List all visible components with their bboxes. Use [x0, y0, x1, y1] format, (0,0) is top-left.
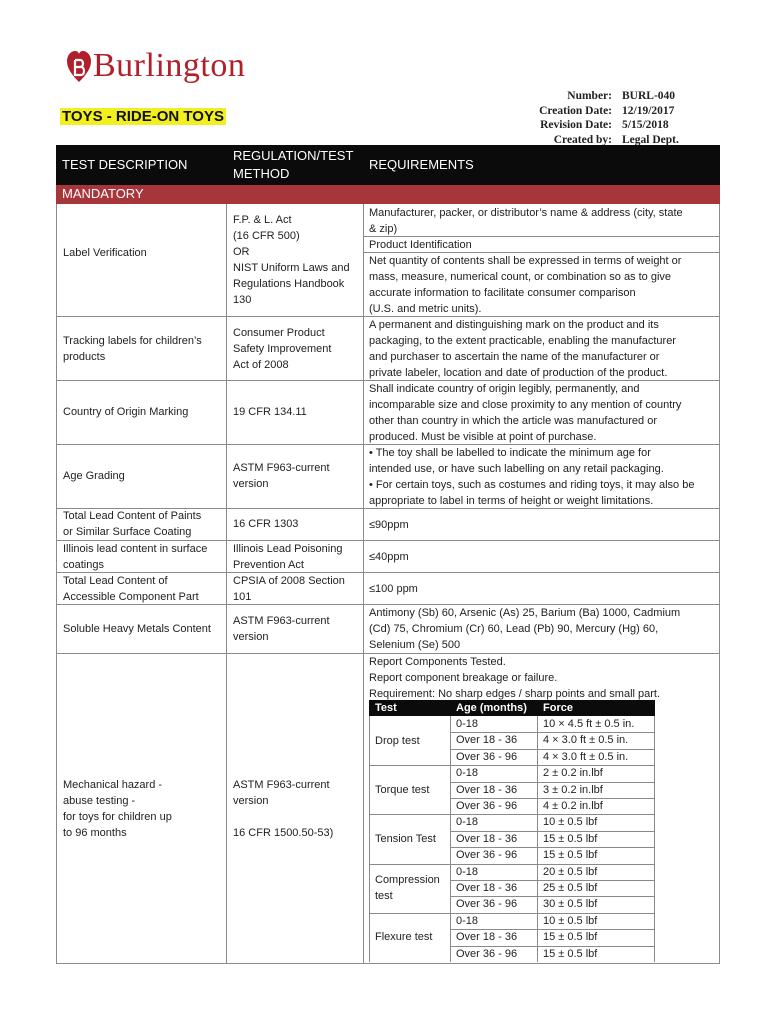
abuse-force-cell: 15 ± 0.5 lbf — [543, 849, 598, 862]
req-net-quantity: Net quantity of contents shall be expressed in terms of weight or mass, measure, numerical count, or combination so as to give accurate information to facilitate consumer comparison (U.S. and metric units). — [369, 255, 682, 315]
abuse-row-divider — [450, 749, 655, 750]
reg-illinois-lead: Illinois Lead Poisoning Prevention Act — [233, 543, 343, 571]
column-requirements: REQUIREMENTS — [369, 157, 474, 172]
abuse-age-cell: 0-18 — [456, 865, 479, 878]
abuse-age-cell: 0-18 — [456, 914, 479, 927]
abuse-row-divider — [450, 782, 655, 783]
test-label-verification: Label Verification — [63, 247, 147, 259]
brand-name: Burlington — [93, 47, 246, 84]
reg-mechanical-hazard: ASTM F963-current version 16 CFR 1500.50-53) — [233, 779, 334, 839]
abuse-row-divider — [450, 732, 655, 733]
test-mechanical-hazard: Mechanical hazard - abuse testing - for toys for children up to 96 months — [63, 779, 172, 839]
abuse-col-divider — [537, 716, 538, 962]
abuse-header-force: Force — [543, 702, 573, 714]
abuse-age-cell: Over 36 - 96 — [456, 849, 518, 862]
abuse-age-cell: Over 18 - 36 — [456, 832, 518, 845]
abuse-force-cell: 10 ± 0.5 lbf — [543, 914, 598, 927]
abuse-age-cell: Over 36 - 96 — [456, 898, 518, 911]
abuse-force-cell: 4 ± 0.2 in.lbf — [543, 800, 603, 812]
created-by-label: Created by: — [553, 133, 612, 146]
reg-label-verification: F.P. & L. Act (16 CFR 500) OR NIST Uniform Laws and Regulations Handbook 130 — [233, 214, 350, 306]
reg-lead-paint: 16 CFR 1303 — [233, 518, 299, 530]
reg-age-grading: ASTM F963-current version — [233, 462, 330, 490]
abuse-force-cell: 15 ± 0.5 lbf — [543, 947, 598, 960]
reg-tracking-labels: Consumer Product Safety Improvement Act of 2008 — [233, 327, 332, 371]
abuse-row-divider — [450, 798, 655, 799]
abuse-age-cell: Over 36 - 96 — [456, 750, 518, 763]
abuse-age-cell: Over 36 - 96 — [456, 800, 518, 812]
abuse-test-table — [369, 700, 655, 964]
abuse-force-cell: 15 ± 0.5 lbf — [543, 931, 598, 944]
burlington-logo — [66, 44, 245, 88]
abuse-header-test: Test — [375, 702, 397, 714]
test-accessible-component: Total Lead Content of Accessible Component Part — [63, 575, 199, 603]
revision-date-value: 5/15/2018 — [622, 119, 669, 131]
abuse-group-divider — [369, 864, 655, 865]
abuse-force-cell: 4 × 3.0 ft ± 0.5 in. — [543, 734, 629, 747]
test-lead-paint: Total Lead Content of Paints or Similar Surface Coating — [63, 510, 202, 538]
abuse-age-cell: Over 18 - 36 — [456, 882, 518, 894]
creation-date-value: 12/19/2017 — [622, 104, 675, 117]
reg-soluble-metals: ASTM F963-current version — [233, 615, 330, 643]
abuse-row-divider — [450, 946, 655, 947]
abuse-force-cell: 10 × 4.5 ft ± 0.5 in. — [543, 718, 635, 730]
column-divider-2 — [363, 204, 364, 964]
req-age-grading: • The toy shall be labelled to indicate the minimum age for intended use, or have such labelling on any retail packaging. • For certain toys, such as costumes and riding toys, it may also be appropriate to label in terms of height or weight limitations. — [369, 447, 695, 507]
abuse-force-cell: 4 × 3.0 ft ± 0.5 in. — [543, 750, 629, 763]
test-illinois-lead: Illinois lead content in surface coatings — [63, 543, 208, 571]
req-soluble-metals: Antimony (Sb) 60, Arsenic (As) 25, Barium (Ba) 1000, Cadmium (Cd) 75, Chromium (Cr) 60, Lead (Pb) 90, Mercury (Hg) 60, Selenium (Se) 500 — [369, 607, 681, 651]
abuse-age-cell: Over 36 - 96 — [456, 947, 518, 960]
abuse-group-divider — [369, 913, 655, 914]
created-by-value: Legal Dept. — [622, 133, 679, 146]
abuse-force-cell: 2 ± 0.2 in.lbf — [543, 767, 603, 780]
reg-country-of-origin: 19 CFR 134.11 — [233, 406, 307, 418]
abuse-age-cell: 0-18 — [456, 816, 479, 829]
abuse-group-divider — [369, 765, 655, 766]
abuse-group-divider — [369, 814, 655, 815]
abuse-header-age: Age (months) — [456, 702, 527, 714]
abuse-age-cell: 0-18 — [456, 767, 479, 780]
abuse-force-cell: 25 ± 0.5 lbf — [543, 882, 598, 894]
abuse-force-cell: 15 ± 0.5 lbf — [543, 832, 598, 845]
revision-date-label: Revision Date: — [540, 119, 612, 131]
abuse-test-name: Torque test — [375, 783, 430, 796]
table-header — [56, 145, 720, 185]
abuse-row-divider — [450, 896, 655, 897]
req-accessible-component: ≤100 ppm — [369, 583, 418, 595]
abuse-row-divider — [450, 847, 655, 848]
abuse-border — [369, 716, 370, 962]
table-border-right — [719, 204, 720, 964]
req-tracking-labels: A permanent and distinguishing mark on the product and its packaging, to the extent practicable, enabling the manufacturer and purchaser to ascertain the name of the manufacturer or private labeler, location and date of production of the product. — [369, 319, 676, 379]
abuse-col-divider — [450, 716, 451, 962]
column-divider-1 — [226, 204, 227, 964]
abuse-force-cell: 3 ± 0.2 in.lbf — [543, 783, 603, 796]
abuse-row-divider — [450, 929, 655, 930]
reg-accessible-component: CPSIA of 2008 Section 101 — [233, 575, 345, 603]
req-illinois-lead: ≤40ppm — [369, 551, 409, 563]
test-age-grading: Age Grading — [63, 470, 125, 482]
test-tracking-labels: Tracking labels for children’s products — [63, 335, 202, 363]
abuse-table-header — [369, 700, 655, 716]
test-country-of-origin: Country of Origin Marking — [63, 406, 189, 418]
number-value: BURL-040 — [622, 90, 676, 102]
abuse-test-name: Tension Test — [375, 833, 436, 845]
test-soluble-metals: Soluble Heavy Metals Content — [63, 623, 211, 635]
abuse-age-cell: Over 18 - 36 — [456, 783, 518, 796]
abuse-age-cell: Over 18 - 36 — [456, 734, 518, 747]
abuse-test-name: Compression test — [375, 874, 440, 903]
heart-b-icon — [66, 48, 92, 84]
creation-date-label: Creation Date: — [539, 104, 612, 117]
section-mandatory: MANDATORY — [56, 185, 720, 204]
abuse-age-cell: Over 18 - 36 — [456, 931, 518, 944]
document-metadata — [500, 89, 679, 147]
req-mechanical-hazard: Report Components Tested. Report component breakage or failure. Requirement: No sharp edges / sharp points and small part. — [369, 656, 661, 700]
document-title: TOYS - RIDE-ON TOYS — [62, 108, 224, 125]
abuse-force-cell: 30 ± 0.5 lbf — [543, 898, 598, 911]
abuse-age-cell: 0-18 — [456, 718, 479, 730]
column-regulation: REGULATION/TEST METHOD — [233, 148, 354, 181]
req-product-identification: Product Identification — [369, 239, 472, 251]
req-country-of-origin: Shall indicate country of origin legibly, permanently, and incomparable size and close proximity to any mention of country other than country in which the article was manufactured or produced. Must be visible at point of purchase. — [369, 383, 682, 443]
number-label: Number: — [567, 90, 612, 102]
abuse-row-divider — [450, 880, 655, 881]
req-manufacturer-name: Manufacturer, packer, or distributor’s name & address (city, state & zip) — [369, 207, 683, 235]
abuse-test-name: Flexure test — [375, 931, 433, 944]
abuse-border — [654, 716, 655, 962]
abuse-row-divider — [450, 831, 655, 832]
abuse-test-name: Drop test — [375, 734, 420, 747]
column-test-description: TEST DESCRIPTION — [62, 157, 188, 172]
abuse-force-cell: 10 ± 0.5 lbf — [543, 816, 598, 829]
abuse-force-cell: 20 ± 0.5 lbf — [543, 865, 598, 878]
table-border-left — [56, 204, 57, 964]
req-lead-paint: ≤90ppm — [369, 519, 409, 531]
